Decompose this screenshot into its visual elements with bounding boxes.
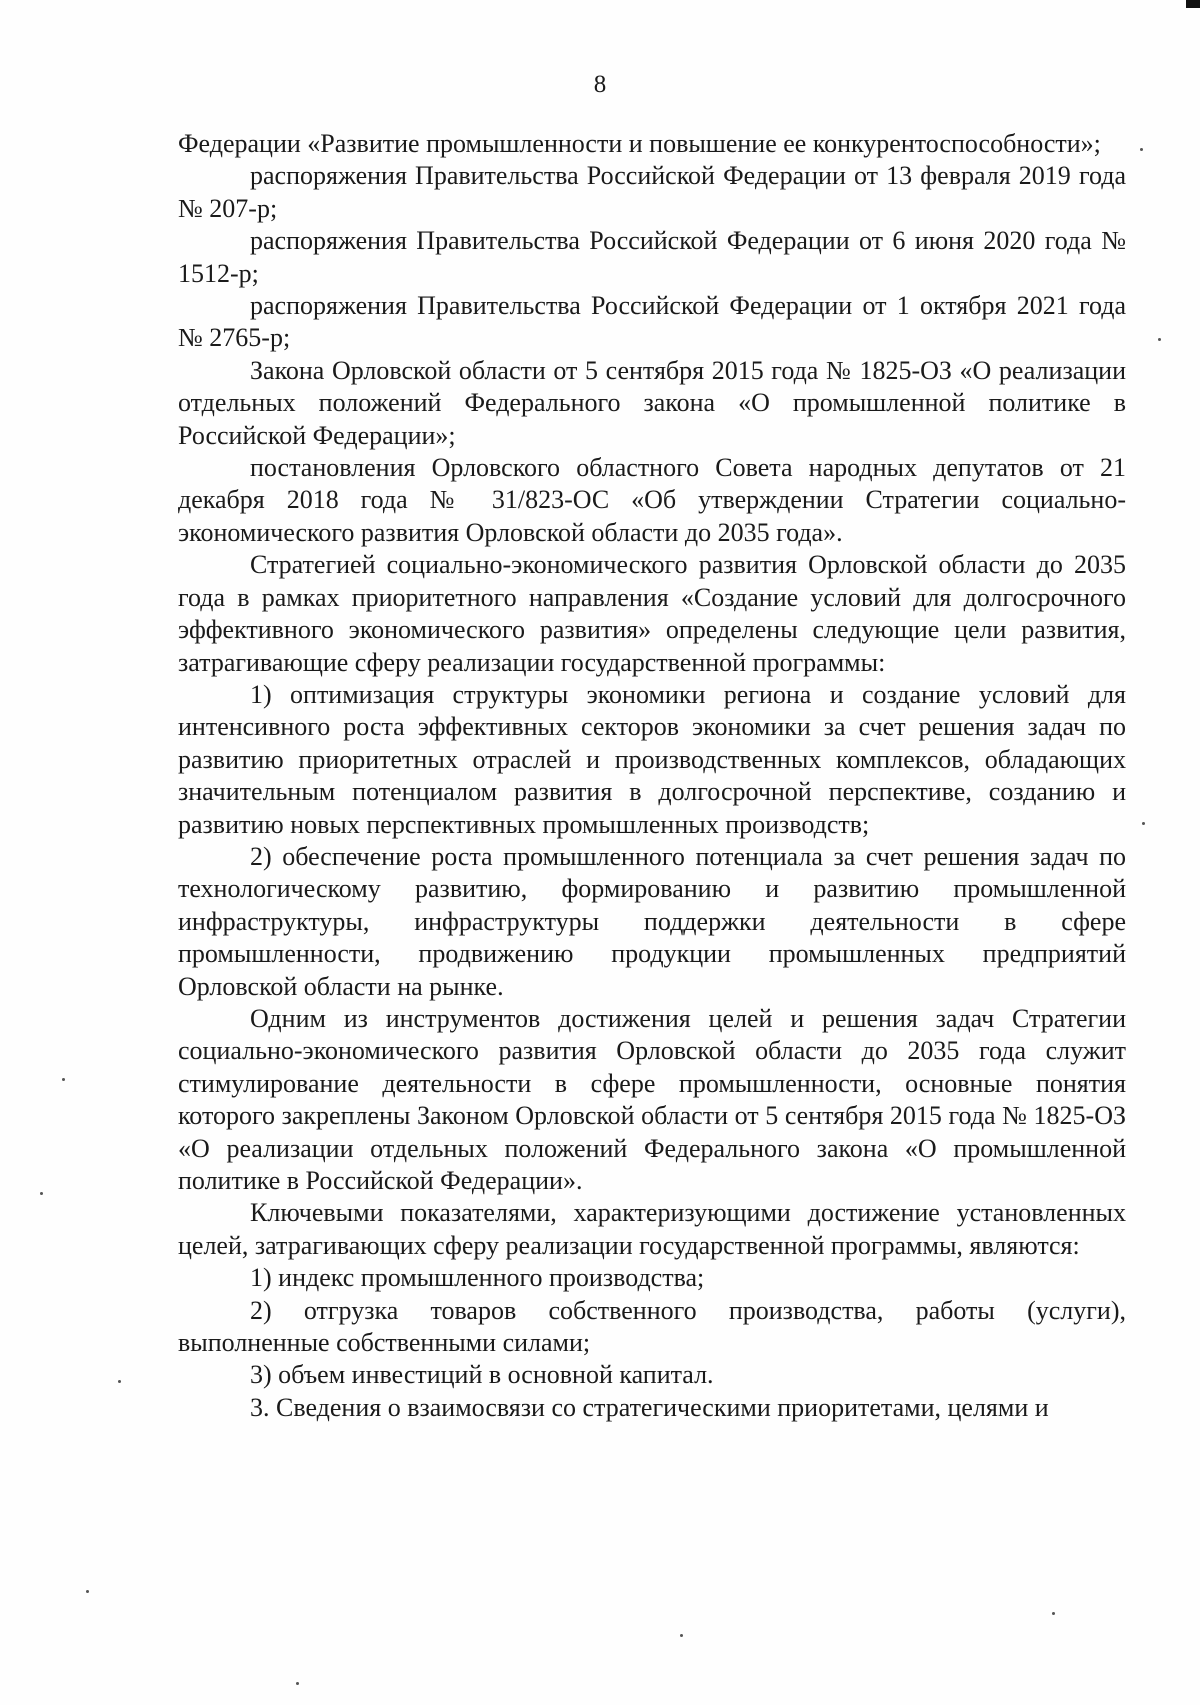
paragraph-strategy-goals: Стратегией социально-экономического развития Орловской области до 2035 года в рамках приоритетного направления «Создание условий для долгосрочного эффективного экономического развития» определены следующие цели развития, затрагивающие сферу реализации государственной программы: — [178, 550, 1126, 677]
scan-speck — [1140, 148, 1143, 151]
scan-speck — [1142, 822, 1145, 825]
scan-speck — [1158, 338, 1161, 341]
list-item-goal-1: 1) оптимизация структуры экономики региона и создание условий для интенсивного роста эффективных секторов экономики за счет решения задач по развитию приоритетных отраслей и производственных комплексов, обладающих значительным потенциалом развития в долгосрочной перспективе, созданию и развитию новых перспективных промышленных производств; — [178, 679, 1126, 839]
paragraph-key-indicators: Ключевыми показателями, характеризующими достижение установленных целей, затрагивающих сферу реализации государственной программы, являются: — [178, 1198, 1126, 1260]
paragraph-council-resolution: постановления Орловского областного Совета народных депутатов от 21 декабря 2018 года № 31/823-ОС «Об утверждении Стратегии социально-экономического развития Орловской области до 2035 года». — [178, 453, 1126, 547]
paragraph-continuation: Федерации «Развитие промышленности и повышение ее конкурентоспособности»; — [178, 129, 1101, 158]
document-body — [178, 128, 1126, 1424]
scan-speck — [40, 1192, 43, 1195]
list-item-indicator-3: 3) объем инвестиций в основной капитал. — [250, 1360, 714, 1390]
list-item-goal-2: 2) обеспечение роста промышленного потенциала за счет решения задач по технологическому развитию, формированию и развитию промышленной инфраструктуры, инфраструктуры поддержки деятельности в сфере промышленности, продвижению продукции промышленных предприятий Орловской области на рынке. — [178, 841, 1126, 1001]
paragraph-instruments: Одним из инструментов достижения целей и решения задач Стратегии социально-экономического развития Орловской области до 2035 года служит стимулирование деятельности в сфере промышленности, основные понятия которого закреплены Законом Орловской области от 5 сентября 2015 года № 1825-ОЗ «О реализации отдельных положений Федерального закона «О промышленной политике в Российской Федерации». — [178, 1003, 1126, 1195]
scan-speck — [62, 1078, 65, 1081]
list-item-indicator-2: 2) отгрузка товаров собственного производства, работы (услуги), выполненные собственными силами; — [178, 1295, 1126, 1358]
paragraph-decree-2021: распоряжения Правительства Российской Федерации от 1 октября 2021 года № 2765-р; — [178, 291, 1126, 353]
section-heading-3: 3. Сведения о взаимосвязи со стратегическими приоритетами, целями и — [250, 1392, 1049, 1422]
scan-speck — [680, 1634, 683, 1637]
paragraph-oryol-law: Закона Орловской области от 5 сентября 2015 года № 1825-ОЗ «О реализации отдельных положений Федерального закона «О промышленной политике в Российской Федерации»; — [178, 355, 1126, 450]
scan-speck — [86, 1590, 89, 1593]
list-item-indicator-1: 1) индекс промышленного производства; — [250, 1263, 705, 1293]
scan-speck — [1052, 1612, 1055, 1615]
paragraph-decree-2019: распоряжения Правительства Российской Федерации от 13 февраля 2019 года № 207-р; — [178, 161, 1126, 223]
page-number: 8 — [593, 71, 607, 98]
paragraph-decree-2020: распоряжения Правительства Российской Федерации от 6 июня 2020 года № 1512-р; — [178, 226, 1126, 288]
scan-speck — [118, 1380, 121, 1383]
scan-corner-mark — [1186, 0, 1200, 8]
scan-speck — [296, 1682, 299, 1685]
